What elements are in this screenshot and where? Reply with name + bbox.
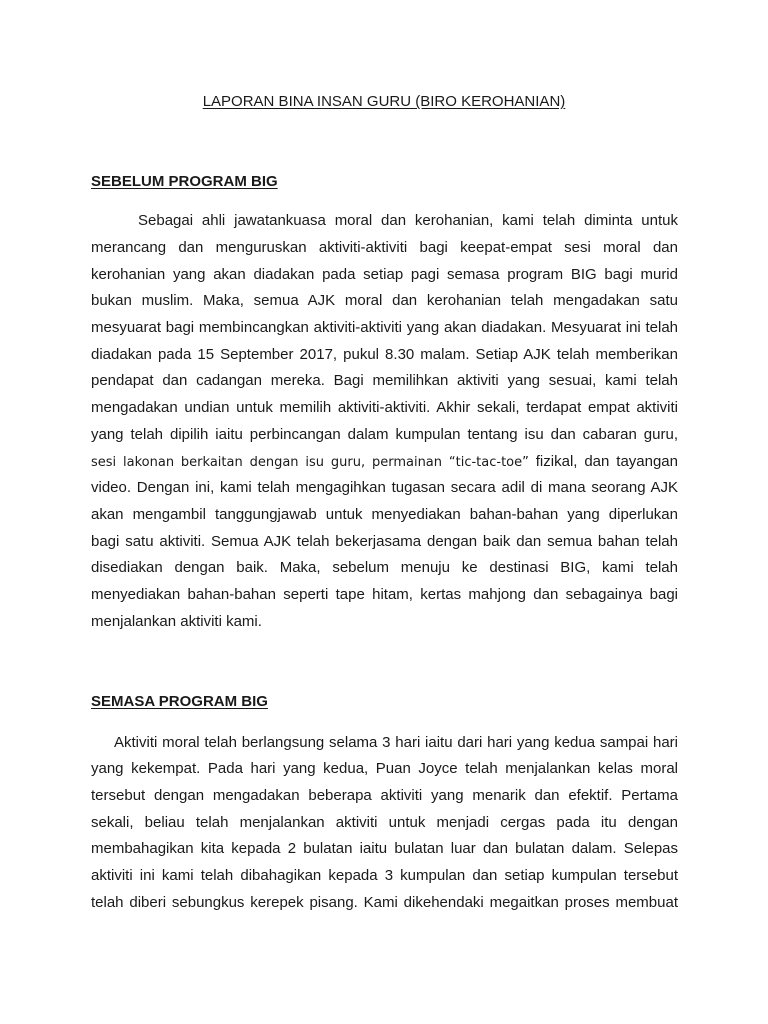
paragraph-text: fizikal, dan tayangan	[528, 453, 678, 470]
paragraph-line: bukan muslim. Maka, semua AJK moral dan kerohanian telah mengadakan satu	[91, 292, 678, 309]
paragraph-line: telah diberi sebungkus kerepek pisang. Kami dikehendaki megaitkan proses membuat	[91, 894, 678, 911]
paragraph-line: mengadakan undian untuk memilih aktiviti-aktiviti. Akhir sekali, terdapat empat aktiviti	[91, 399, 678, 416]
paragraph-line: Aktiviti moral telah berlangsung selama 3 hari iaitu dari hari yang kedua sampai hari	[114, 734, 678, 751]
paragraph-line-mixed	[91, 452, 678, 473]
section-heading-semasa: SEMASA PROGRAM BIG	[91, 693, 268, 710]
paragraph-line: akan mengambil tanggungjawab untuk menyediakan bahan-bahan yang diperlukan	[91, 506, 678, 523]
paragraph-line: menyediakan bahan-bahan seperti tape hitam, kertas mahjong dan sebagainya bagi	[91, 586, 678, 603]
document-title: LAPORAN BINA INSAN GURU (BIRO KEROHANIAN)	[202, 93, 566, 110]
paragraph-line: video. Dengan ini, kami telah mengagihkan tugasan secara adil di mana seorang AJK	[91, 479, 678, 496]
paragraph-line: diadakan pada 15 September 2017, pukul 8.30 malam. Setiap AJK telah memberikan	[91, 346, 678, 363]
paragraph-line: yang telah dipilih iaitu perbincangan dalam kumpulan tentang isu dan cabaran guru,	[91, 426, 678, 443]
paragraph-line: bagi satu aktiviti. Semua AJK telah bekerjasama dengan baik dan semua bahan telah	[91, 533, 678, 550]
alt-font-text: sesi lakonan berkaitan dengan isu guru, permainan “tic-tac-toe”	[91, 455, 529, 470]
paragraph-line: kerohanian yang akan diadakan pada setiap pagi semasa program BIG bagi murid	[91, 266, 678, 283]
paragraph-line: merancang dan menguruskan aktiviti-aktiviti bagi keepat-empat sesi moral dan	[91, 239, 678, 256]
paragraph-line: sekali, beliau telah menjalankan aktiviti untuk menjadi cergas pada itu dengan	[91, 814, 678, 831]
paragraph-line: membahagikan kita kepada 2 bulatan iaitu bulatan luar dan bulatan dalam. Selepas	[91, 840, 678, 857]
paragraph-line: pendapat dan cadangan mereka. Bagi memilihkan aktiviti yang sesuai, kami telah	[91, 372, 678, 389]
section-heading-sebelum: SEBELUM PROGRAM BIG	[91, 173, 278, 190]
paragraph-line: aktiviti ini kami telah dibahagikan kepada 3 kumpulan dan setiap kumpulan tersebut	[91, 867, 678, 884]
paragraph-line: disediakan dengan baik. Maka, sebelum menuju ke destinasi BIG, kami telah	[91, 559, 678, 576]
paragraph-line: menjalankan aktiviti kami.	[91, 613, 262, 630]
paragraph-line: Sebagai ahli jawatankuasa moral dan kerohanian, kami telah diminta untuk	[138, 212, 678, 229]
paragraph-line: mesyuarat bagi membincangkan aktiviti-aktiviti yang akan diadakan. Mesyuarat ini telah	[91, 319, 678, 336]
paragraph-line: tersebut dengan mengadakan beberapa aktiviti yang menarik dan efektif. Pertama	[91, 787, 678, 804]
paragraph-line: yang kekempat. Pada hari yang kedua, Puan Joyce telah menjalankan kelas moral	[91, 760, 678, 777]
